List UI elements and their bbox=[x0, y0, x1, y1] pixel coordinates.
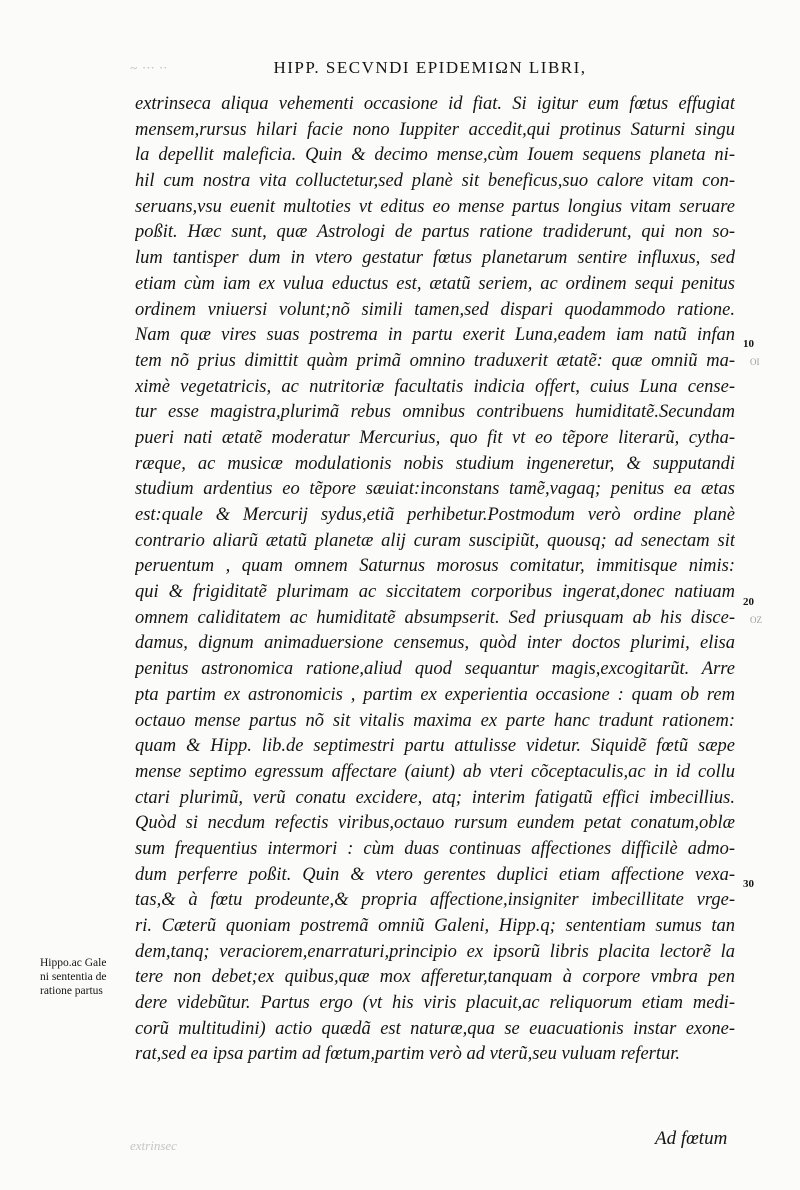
text-line: etiam cùm iam ex vulua eductus est, ætatũ seriem, ac ordinem sequi penitus bbox=[135, 273, 735, 294]
text-line: tere non debet;ex quibus,quæ mox afferetur,tanquam à corpore vmbra pen bbox=[135, 967, 735, 988]
text-line: sum frequentius intermori : cùm duas continuas affectiones difficilè admo- bbox=[135, 838, 735, 859]
text-line: la depellit maleficia. Quin & decimo mense,cùm Iouem sequens planeta ni- bbox=[135, 145, 735, 166]
text-line: pueri nati ætatẽ moderatur Mercurius, quo fit vt eo tẽpore literarũ, cytha- bbox=[135, 427, 735, 448]
text-line: seruans,vsu euenit multoties vt editus eo mense partus longius vitam seruare bbox=[135, 196, 735, 217]
text-line: ri. Cæterũ quoniam postremã omniũ Galeni, Hipp.q; sententiam sumus tan bbox=[135, 916, 735, 936]
text-line: octauo mense partus nõ sit vitalis maxima ex parte hanc tradunt rationem: bbox=[135, 710, 735, 731]
text-line: est:quale & Mercurij sydus,etiã perhibetur.Postmodum verò ordine planè bbox=[135, 505, 735, 525]
body-text bbox=[135, 92, 735, 1068]
text-line: peruentum , quam omnem Saturnus morosus comitatur, immitisque nimis: bbox=[135, 556, 735, 577]
text-line: Quòd si necdum refectis viribus,octauo rursum eundem petat conatum,oblæ bbox=[135, 813, 735, 834]
line-number-20: 20 bbox=[743, 596, 754, 608]
text-line: extrinseca aliqua vehementi occasione id fiat. Si igitur eum fœtus effugiat bbox=[135, 94, 735, 114]
marginal-note-line: ratione partus bbox=[40, 985, 103, 997]
bleed-through-text: extrinsec bbox=[130, 1138, 177, 1153]
text-line: contrario aliarũ ætatũ planetæ alij curam suscipiũt, quousq; ad senectam sit bbox=[135, 530, 735, 551]
text-line: dem,tanq; veraciorem,enarraturi,principio ex ipsorũ libris placita lectorẽ la bbox=[135, 941, 735, 962]
text-line: Nam quæ vires suas postrema in partu exerit Luna,eadem iam natũ infan bbox=[135, 325, 735, 346]
text-line: tur esse magistra,plurimã rebus omnibus contribuens humiditatẽ.Secundam bbox=[135, 402, 735, 423]
line-number-30: 30 bbox=[743, 878, 754, 890]
page-number-smudge: ~ ··· ·· bbox=[130, 60, 168, 75]
text-line: rat,sed ea ipsa partim ad fœtum,partim verò ad vterũ,seu vuluam refertur. bbox=[135, 1044, 681, 1065]
marginal-note-line: Hippo.ac Gale bbox=[40, 957, 107, 969]
margin-bleed-mark: OZ bbox=[750, 615, 762, 625]
text-line: corũ multitudini) actio quædã est naturæ,qua se euacuationis instar exone- bbox=[135, 1018, 735, 1039]
text-line: hil cum nostra vita colluctetur,sed planè sit beneficus,suo calore vitam con- bbox=[135, 171, 735, 192]
text-line: tas,& à fœtu prodeunte,& propria affectione,insigniter imbecillitate vrge- bbox=[135, 890, 735, 911]
text-line: poßit. Hæc sunt, quæ Astrologi de partus ratione tradiderunt, qui non so- bbox=[135, 222, 735, 243]
text-line: studium ardentius eo tẽpore sæuiat:inconstans tamẽ,vagaq; penitus ea ætas bbox=[135, 479, 735, 500]
text-line: qui & frigiditatẽ plurimam ac siccitatem corporibus ingerat,donec natiuam bbox=[135, 582, 735, 603]
text-line: damus, dignum animaduersione censemus, quòd inter doctos plurimi, elisa bbox=[135, 633, 735, 654]
text-line: pta partim ex astronomicis , partim ex experientia occasione : quam ob rem bbox=[135, 684, 735, 705]
running-header: HIPP. SECVNDI EPIDEMIΩN LIBRI, bbox=[273, 58, 587, 77]
line-number-10: 10 bbox=[743, 338, 754, 350]
catchword: Ad fœtum bbox=[655, 1128, 728, 1149]
text-line: quam & Hipp. lib.de septimestri partu attulisse videtur. Siquidẽ fœtũ sæpe bbox=[135, 736, 735, 757]
text-line: ximè vegetatricis, ac nutritoriæ facultatis indicia offert, cuius Luna cense- bbox=[135, 376, 735, 397]
text-line: ctari plurimũ, verũ conatu excidere, atq; interim fatigatũ effici imbecillius. bbox=[135, 787, 735, 808]
text-line: penitus astronomica ratione,aliud quod sequantur magis,excogitarũt. Arre bbox=[135, 659, 735, 680]
text-line: omnem caliditatem ac humiditatẽ absumpserit. Sed priusquam ab his disce- bbox=[135, 607, 735, 628]
text-line: ordinem vniuersi volunt;nõ simili tamen,sed dispari quodammodo ratione. bbox=[135, 299, 735, 320]
text-line: mensem,rursus hilari facie nono Iuppiter accedit,qui protinus Saturni singu bbox=[135, 119, 735, 140]
text-line: dum perferre poßit. Quin & vtero gerentes duplici etiam affectione vexa- bbox=[135, 864, 735, 885]
text-line: tem nõ prius dimittit quàm primã omnino traduxerit ætatẽ: quæ omniũ ma- bbox=[135, 350, 735, 371]
text-line: lum tantisper dum in vtero gestatur fœtus planetarum sentire influxus, sed bbox=[135, 248, 735, 269]
text-line: dere videbũtur. Partus ergo (vt his viris placuit,ac reliquorum etiam medi- bbox=[135, 993, 735, 1014]
text-line: ræque, ac musicæ modulationis nobis studium ingeneretur, & supputandi bbox=[135, 453, 735, 474]
marginal-note bbox=[40, 956, 136, 998]
text-line: mense septimo egressum affectare (aiunt) ab vteri cõceptaculis,ac in id collu bbox=[135, 761, 735, 782]
marginal-note-line: ni sententia de bbox=[40, 971, 107, 983]
margin-bleed-mark: OI bbox=[750, 357, 760, 367]
